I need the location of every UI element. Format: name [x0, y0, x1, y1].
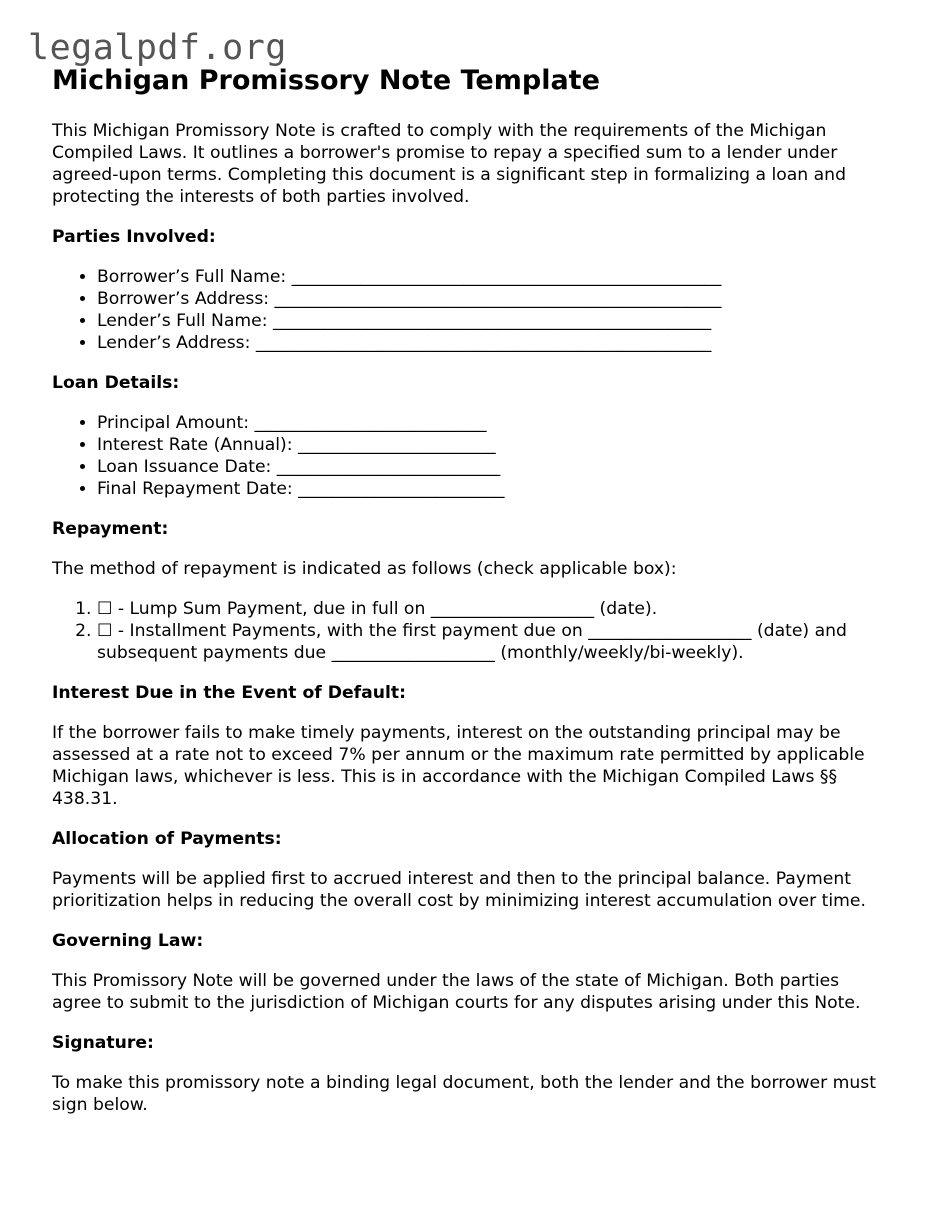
list-item: • Loan Issuance Date: __________________________ — [97, 456, 892, 478]
list-item: • Borrower’s Address: ____________________________________________________ — [97, 288, 892, 310]
governing-law-section — [52, 930, 892, 1014]
intro-paragraph: This Michigan Promissory Note is crafted to comply with the requirements of the Michigan Compiled Laws. It outlines a borrower's promise to repay a specified sum to a lender under agreed-upon terms. Completing this document is a significant step in formalizing a loan and protecting the interests of both parties involved. — [52, 121, 846, 207]
allocation-section — [52, 828, 892, 912]
list-item: • Principal Amount: ___________________________ — [97, 412, 892, 434]
default-interest-heading: Interest Due in the Event of Default: — [52, 683, 406, 703]
repayment-section — [52, 518, 892, 664]
repayment-option-installment: 2. ☐ - Installment Payments, with the first payment due on ___________________ (date) and subsequent payments due ___________________ (monthly/weekly/bi-weekly). — [97, 620, 892, 664]
loan-list — [52, 412, 892, 500]
repayment-options — [52, 598, 892, 664]
repayment-text: The method of repayment is indicated as follows (check applicable box): — [52, 559, 677, 579]
list-item: • Final Repayment Date: ________________________ — [97, 478, 892, 500]
repayment-option-lump-sum: 1. ☐ - Lump Sum Payment, due in full on ___________________ (date). — [97, 598, 892, 620]
parties-heading: Parties Involved: — [52, 227, 216, 247]
signature-heading: Signature: — [52, 1033, 154, 1053]
list-item: • Lender’s Address: _____________________________________________________ — [97, 332, 892, 354]
signature-section — [52, 1032, 892, 1116]
parties-section — [52, 226, 892, 354]
parties-list — [52, 266, 892, 354]
governing-law-text: This Promissory Note will be governed under the laws of the state of Michigan. Both parties agree to submit to the jurisdiction of Michigan courts for any disputes arising under this Note. — [52, 971, 861, 1013]
repayment-heading: Repayment: — [52, 519, 169, 539]
signature-text: To make this promissory note a binding legal document, both the lender and the borrower must sign below. — [52, 1073, 876, 1115]
document-page — [52, 62, 892, 1116]
default-interest-text: If the borrower fails to make timely payments, interest on the outstanding principal may be assessed at a rate not to exceed 7% per annum or the maximum rate permitted by applicable Michigan laws, whichever is less. This is in accordance with the Michigan Compiled Laws §§ 438.31. — [52, 723, 865, 809]
allocation-text: Payments will be applied first to accrued interest and then to the principal balance. Payment prioritization helps in reducing the overall cost by minimizing interest accumulation over time. — [52, 869, 866, 911]
watermark-logo: legalpdf.org — [28, 28, 287, 68]
allocation-heading: Allocation of Payments: — [52, 829, 282, 849]
loan-heading: Loan Details: — [52, 373, 180, 393]
governing-law-heading: Governing Law: — [52, 931, 204, 951]
loan-section — [52, 372, 892, 500]
default-interest-section — [52, 682, 892, 810]
list-item: • Lender’s Full Name: ___________________________________________________ — [97, 310, 892, 332]
page-title: Michigan Promissory Note Template — [52, 65, 600, 96]
list-item: • Interest Rate (Annual): _______________________ — [97, 434, 892, 456]
list-item: • Borrower’s Full Name: __________________________________________________ — [97, 266, 892, 288]
